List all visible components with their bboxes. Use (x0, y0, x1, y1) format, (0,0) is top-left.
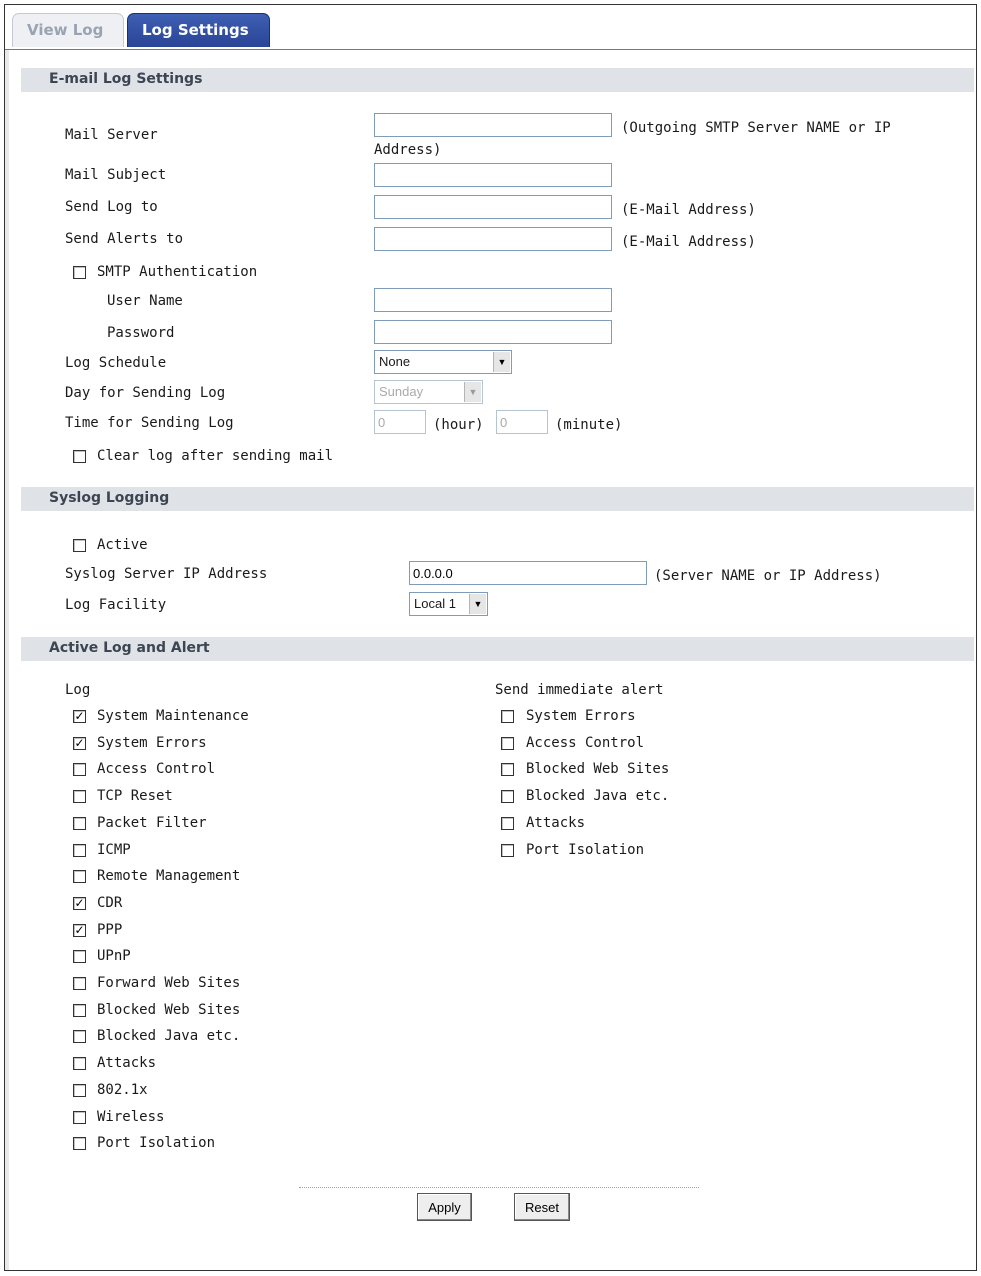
log-schedule-select[interactable] (374, 350, 512, 374)
log-item-checkbox[interactable] (73, 1137, 86, 1150)
smtp-auth-checkbox[interactable] (73, 266, 86, 279)
day-sending-value: Sunday (379, 384, 424, 399)
alert-item-label: Blocked Java etc. (526, 788, 670, 805)
hour-unit: (hour) (433, 417, 484, 433)
password-label: Password (107, 325, 175, 341)
log-item-label: Blocked Java etc. (97, 1028, 241, 1045)
alert-item-checkbox[interactable] (501, 817, 514, 830)
log-item-checkbox[interactable] (73, 844, 86, 857)
mail-server-hint-cont: Address) (374, 142, 442, 158)
window-frame (4, 4, 977, 1271)
log-item-label: Packet Filter (97, 814, 207, 831)
send-alerts-hint: (E-Mail Address) (621, 234, 756, 250)
clear-log-label: Clear log after sending mail (97, 448, 334, 464)
log-item-checkbox[interactable] (73, 950, 86, 963)
alert-item-checkbox[interactable] (501, 844, 514, 857)
syslog-active-label: Active (97, 537, 148, 553)
log-item-label: Port Isolation (97, 1135, 216, 1152)
minute-unit: (minute) (555, 417, 623, 433)
alert-item-checkbox[interactable] (501, 710, 514, 723)
log-item-checkbox[interactable] (73, 1111, 86, 1124)
email-section-header: E-mail Log Settings (21, 68, 974, 92)
send-log-hint: (E-Mail Address) (621, 202, 756, 218)
log-item-label: Blocked Web Sites (97, 1001, 241, 1018)
log-facility-select[interactable] (409, 592, 488, 616)
log-item-checkbox[interactable]: ✓ (74, 735, 85, 750)
clear-log-checkbox[interactable] (73, 450, 86, 463)
log-column-heading: Log (65, 682, 91, 698)
log-item-label: Access Control (97, 761, 216, 778)
log-item-checkbox[interactable] (73, 763, 86, 776)
syslog-server-hint: (Server NAME or IP Address) (654, 568, 882, 584)
chevron-down-icon[interactable]: ▼ (464, 382, 481, 402)
user-name-input[interactable] (374, 288, 612, 312)
syslog-active-checkbox[interactable] (73, 539, 86, 552)
log-schedule-label: Log Schedule (65, 355, 167, 371)
time-sending-label: Time for Sending Log (65, 415, 234, 431)
log-item-label: TCP Reset (97, 788, 173, 805)
log-item-label: ICMP (97, 841, 131, 858)
alert-item-label: Access Control (526, 734, 645, 751)
chevron-down-icon[interactable]: ▼ (493, 352, 510, 372)
smtp-auth-label: SMTP Authentication (97, 264, 258, 280)
log-item-label: Attacks (97, 1055, 157, 1072)
alert-item-checkbox[interactable] (501, 763, 514, 776)
user-name-label: User Name (107, 293, 183, 309)
send-alerts-input[interactable] (374, 227, 612, 251)
log-item-checkbox[interactable] (73, 1057, 86, 1070)
mail-server-hint: (Outgoing SMTP Server NAME or IP (621, 120, 891, 136)
log-item-label: UPnP (97, 948, 131, 965)
syslog-server-input[interactable] (409, 561, 647, 585)
log-item-checkbox[interactable] (73, 1004, 86, 1017)
tab-bar (5, 5, 976, 50)
alert-column-heading: Send immediate alert (495, 682, 664, 698)
send-log-label: Send Log to (65, 199, 158, 215)
alert-item-checkbox[interactable] (501, 790, 514, 803)
log-item-checkbox[interactable] (73, 1084, 86, 1097)
password-input[interactable] (374, 320, 612, 344)
alert-item-label: System Errors (526, 708, 636, 724)
log-facility-label: Log Facility (65, 597, 167, 613)
log-item-checkbox[interactable]: ✓ (74, 922, 85, 937)
tab-view-log[interactable]: View Log (12, 13, 124, 47)
apply-button[interactable]: Apply (417, 1193, 472, 1221)
log-item-label: System Errors (97, 734, 207, 751)
mail-subject-input[interactable] (374, 163, 612, 187)
log-item-checkbox[interactable] (73, 817, 86, 830)
log-item-checkbox[interactable] (73, 1030, 86, 1043)
alert-item-label: Port Isolation (526, 841, 645, 858)
log-item-checkbox[interactable] (73, 790, 86, 803)
log-item-label: PPP (97, 921, 123, 938)
log-item-checkbox[interactable]: ✓ (74, 709, 85, 723)
log-facility-value: Local 1 (414, 596, 456, 611)
log-item-checkbox[interactable] (73, 977, 86, 990)
button-divider (299, 1187, 699, 1188)
log-item-label: CDR (97, 894, 123, 911)
log-item-checkbox[interactable]: ✓ (74, 895, 85, 910)
hour-input[interactable] (374, 410, 426, 434)
mail-server-label: Mail Server (65, 127, 158, 143)
log-item-label: Remote Management (97, 868, 241, 885)
minute-input[interactable] (496, 410, 548, 434)
alert-item-label: Blocked Web Sites (526, 761, 670, 778)
mail-server-input[interactable] (374, 113, 612, 137)
send-alerts-label: Send Alerts to (65, 231, 184, 247)
reset-button[interactable]: Reset (514, 1193, 570, 1221)
day-sending-label: Day for Sending Log (65, 385, 226, 401)
syslog-section-header: Syslog Logging (21, 487, 974, 511)
chevron-down-icon[interactable]: ▼ (469, 594, 486, 614)
log-item-label: Forward Web Sites (97, 975, 241, 991)
alert-item-checkbox[interactable] (501, 737, 514, 750)
settings-panel (5, 50, 976, 1270)
log-item-label: Wireless (97, 1108, 165, 1125)
log-schedule-value: None (379, 354, 411, 369)
mail-subject-label: Mail Subject (65, 167, 167, 183)
alert-item-label: Attacks (526, 814, 586, 831)
send-log-input[interactable] (374, 195, 612, 219)
log-item-checkbox[interactable] (73, 870, 86, 883)
log-item-label: 802.1x (97, 1081, 148, 1098)
syslog-server-label: Syslog Server IP Address (65, 566, 268, 582)
log-item-label: System Maintenance (97, 708, 249, 724)
active-log-section-header: Active Log and Alert (21, 637, 974, 661)
tab-log-settings[interactable]: Log Settings (127, 13, 270, 47)
day-sending-select[interactable] (374, 380, 483, 404)
